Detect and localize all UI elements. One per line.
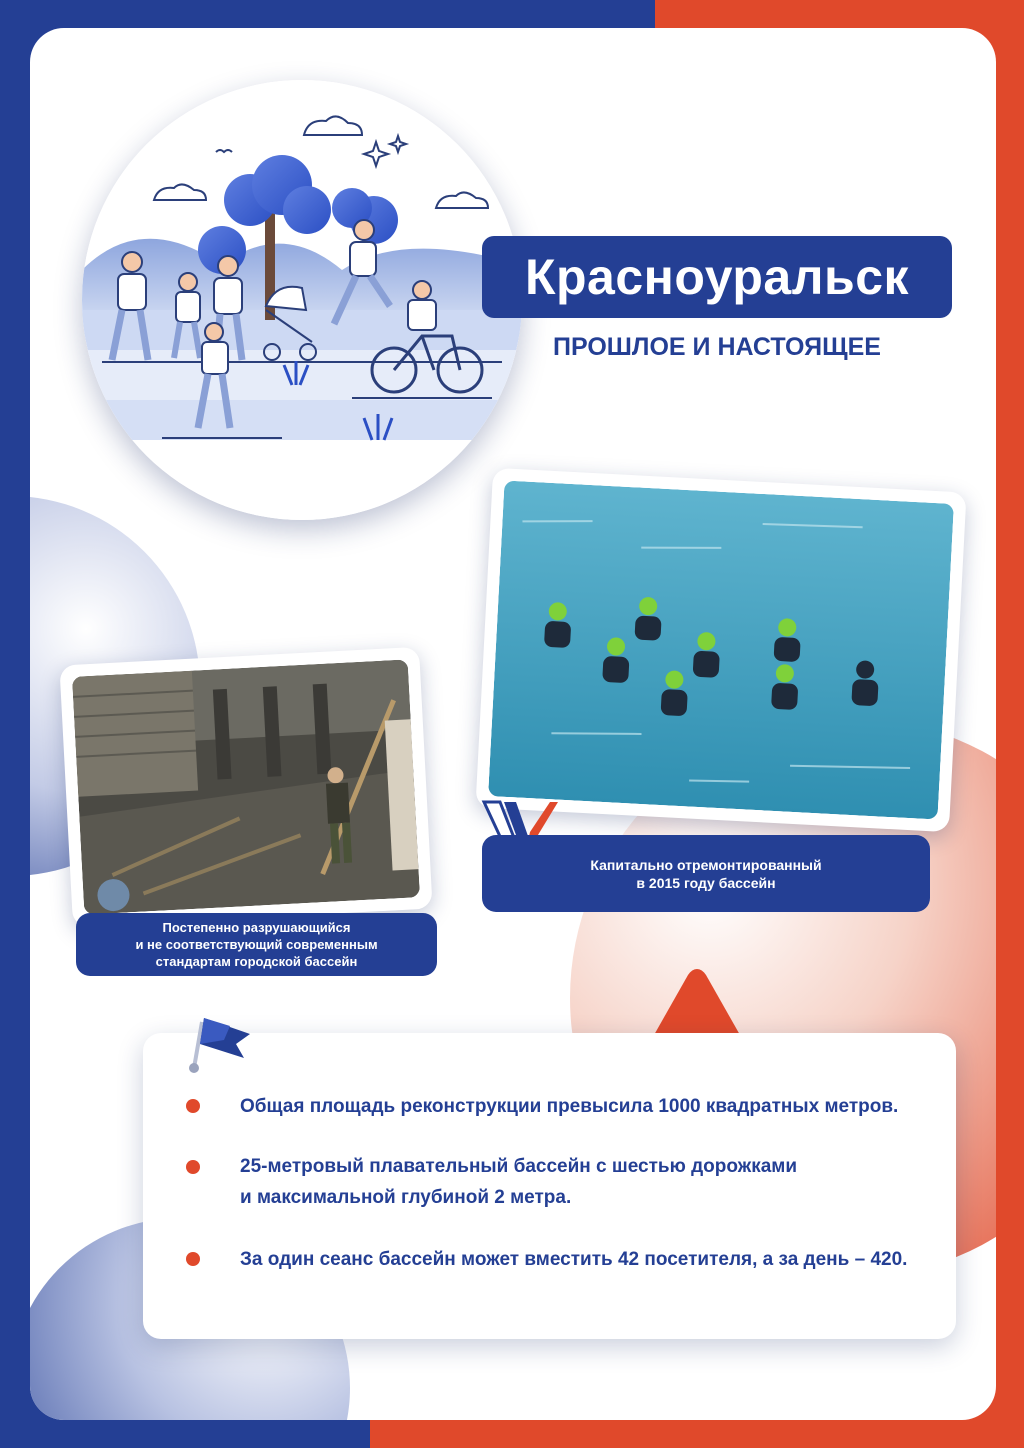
caption-line: и не соответствующий современным [135,937,378,952]
synchronized-swimmers-image [488,480,954,819]
photo-after-frame [475,468,966,832]
photo-after-pool [488,480,954,819]
fact-line: 25-метровый плавательный бассейн с шестью дорожками [240,1156,798,1177]
hero-illustration [82,80,522,520]
caption-line: в 2015 году бассейн [636,874,776,891]
flag-pin-icon [180,1010,256,1076]
fact-item [240,1244,907,1275]
page-subtitle: ПРОШЛОЕ И НАСТОЯЩЕЕ [553,333,881,361]
caption-line: стандартам городской бассейн [155,954,358,969]
photo-before-ruins [72,659,420,914]
damaged-pool-image [72,659,420,914]
fact-line: За один сеанс бассейн может вместить 42 посетителя, а за день – 420. [240,1249,908,1270]
fact-item [240,1091,898,1122]
fact-line: Общая площадь реконструкции превысила 1000 квадратных метров. [240,1096,899,1117]
caption-line: Капитально отремонтированный [590,856,822,873]
photo-after-caption [482,835,930,912]
photo-before-frame [59,647,432,927]
bullet-dot [186,1252,200,1266]
bullet-dot [186,1160,200,1174]
photo-before-caption [76,913,437,976]
fact-item [240,1151,797,1213]
title-banner [482,236,952,318]
bullet-dot [186,1099,200,1113]
park-scene-illustration [82,80,522,520]
fact-line: и максимальной глубиной 2 метра. [240,1187,572,1208]
page-title: Красноуральск [524,249,910,305]
caption-line: Постепенно разрушающийся [162,920,351,935]
